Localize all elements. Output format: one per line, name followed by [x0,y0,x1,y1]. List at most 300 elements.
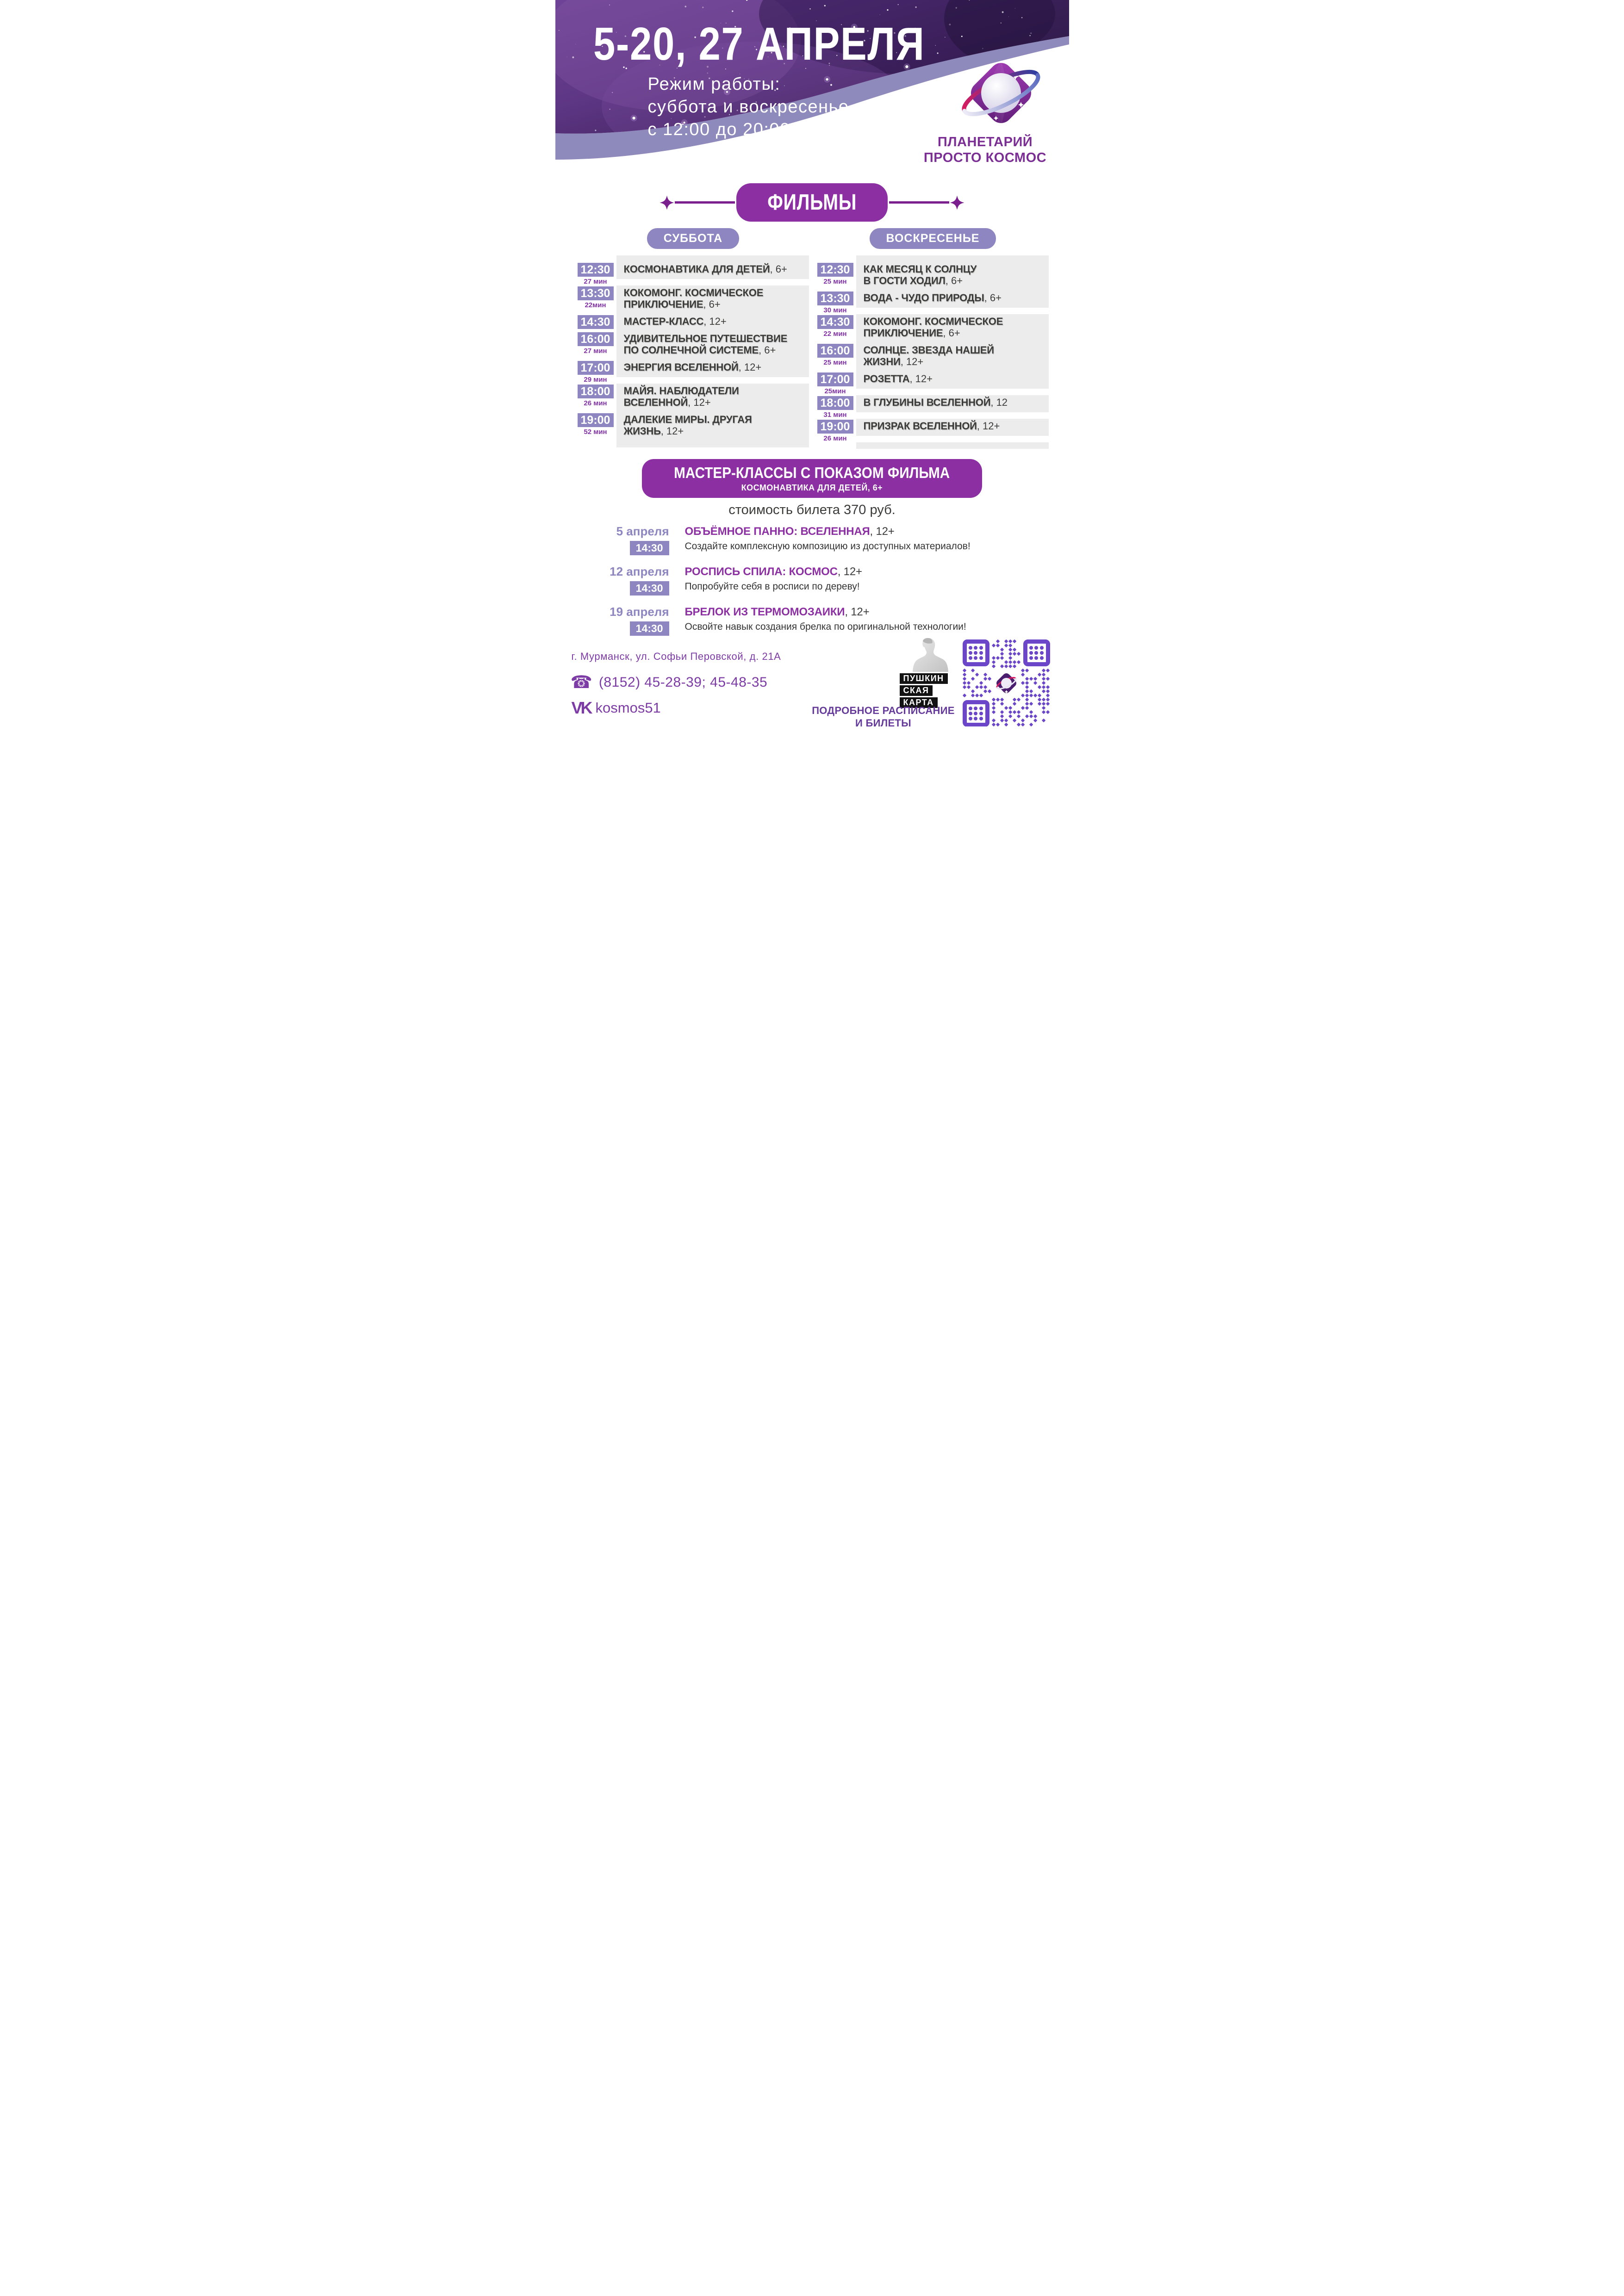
qr-module [963,673,967,677]
film-row [578,360,809,384]
qr-finder-mark [963,700,989,726]
film-age-rating: , 12+ [977,420,1000,432]
qr-module [1017,714,1021,719]
film-duration: 29 мин [584,376,607,384]
day-badge: ВОСКРЕСЕНЬЕ [870,228,996,249]
qr-module [1025,677,1029,681]
qr-module [1042,706,1046,710]
film-time-cell [817,372,856,395]
film-title: СОЛНЦЕ. ЗВЕЗДА НАШЕЙ ЖИЗНИ [863,344,994,367]
film-title-cell [616,360,809,377]
hero-header [555,0,1069,176]
qr-module [1046,710,1050,714]
film-row [817,314,1049,343]
qr-module [963,669,967,673]
workshop-info-cell [685,605,966,636]
film-title: МАСТЕР-КЛАСС [623,316,704,327]
qr-module [1008,648,1013,652]
qr-module [996,639,1000,644]
qr-module [1021,681,1025,685]
qr-module [1042,677,1046,681]
showtime-badge: 17:00 [817,372,853,386]
org-name-line: ПЛАНЕТАРИЙ [937,135,1033,149]
film-row [578,384,809,412]
film-title-cell [856,314,1049,343]
qr-module [1000,648,1004,652]
qr-module [963,685,967,689]
showtime-badge: 14:30 [578,315,614,329]
film-time-cell [817,343,856,366]
workshops-list [555,524,1069,636]
workshop-age-rating: , 12+ [837,565,862,578]
qr-module [1017,698,1021,702]
qr-module [1029,714,1033,719]
film-duration: 22 мин [823,330,847,338]
film-title: КОКОМОНГ. КОСМИЧЕСКОЕ ПРИКЛЮЧЕНИЕ [623,287,764,310]
workshop-title-text: РОСПИСЬ СПИЛА: КОСМОС [684,565,838,578]
qr-module [1042,681,1046,685]
workshop-date-cell [599,565,669,596]
qr-module [975,673,979,677]
workshop-age-rating: , 12+ [845,606,870,618]
film-time-cell [578,314,616,329]
film-title: МАЙЯ. НАБЛЮДАТЕЛИ ВСЕЛЕННОЙ [623,385,739,408]
workshops-banner-subtitle: КОСМОНАВТИКА ДЛЯ ДЕТЕЙ, 6+ [741,483,883,492]
qr-module [988,677,992,681]
qr-module [971,677,975,681]
qr-module [1038,702,1042,706]
qr-module [1046,669,1050,673]
qr-module [1038,698,1042,702]
film-row [578,412,809,441]
qr-module [975,694,979,698]
film-age-rating: , 6+ [758,344,776,356]
qr-module [992,719,996,723]
workshop-title-text: БРЕЛОК ИЗ ТЕРМОМОЗАИКИ [684,606,845,618]
qr-module [1000,714,1004,719]
qr-finder-mark [1023,639,1050,666]
qr-module [971,694,975,698]
film-time-cell [578,360,616,384]
qr-module [1029,677,1033,681]
qr-module [1038,673,1042,677]
qr-module [1042,719,1046,723]
workshop-info-cell [685,524,971,555]
qr-module [983,673,988,677]
workshop-date-cell [599,524,669,555]
qr-module [992,706,996,710]
workshop-time-badge: 14:30 [630,541,669,555]
film-title-cell [856,262,1049,291]
qr-module [992,723,996,726]
qr-module [992,656,996,660]
qr-module [1046,677,1050,681]
divider-star-icon [949,195,965,211]
qr-module [979,681,983,685]
qr-module [1025,681,1029,685]
workshop-title [685,565,862,578]
qr-module [1000,698,1004,702]
qr-module [1029,702,1033,706]
qr-module [1025,689,1029,694]
film-duration: 27 мин [584,278,607,285]
qr-module [1029,710,1033,714]
qr-module [1017,660,1021,664]
qr-module [1004,639,1008,644]
phone-numbers: (8152) 45-28-39; 45-48-35 [598,675,768,690]
film-title: РОЗЕТТА [863,373,910,385]
workshop-description: Освойте навык создания брелка по оригинальной технологии! [684,621,966,632]
film-row [578,262,809,285]
film-row [578,331,809,360]
day-column-saturday [578,228,809,449]
film-time-cell [578,262,616,285]
qr-module [1008,660,1013,664]
film-duration: 22мин [585,301,606,309]
qr-module [996,723,1000,726]
pushkin-card-text: КАРТА [900,697,938,708]
qr-module [1004,719,1008,723]
qr-module [1025,685,1029,689]
film-age-rating: , 6+ [984,292,1002,304]
workshop-date: 12 апреля [610,565,669,578]
workshop-item [599,565,1069,596]
film-title-cell [856,291,1049,308]
qr-module [1004,706,1008,710]
film-title: УДИВИТЕЛЬНОЕ ПУТЕШЕСТВИЕ ПО СОЛНЕЧНОЙ СИСТЕМЕ [623,333,788,356]
qr-module [1046,689,1050,694]
qr-module [1008,644,1013,648]
film-duration: 25 мин [823,359,847,366]
qr-module [1033,714,1038,719]
film-age-rating: , 12+ [909,373,933,385]
films-section-title: ФИЛЬМЫ [767,190,857,215]
workshop-item [599,605,1069,636]
qr-module [1008,639,1013,644]
qr-module [1033,719,1038,723]
film-row [578,285,809,314]
film-duration: 26 мин [584,399,607,407]
qr-code[interactable] [963,639,1050,726]
qr-module [1025,694,1029,698]
schedule-columns [555,228,1069,449]
film-age-rating: , 12+ [738,361,762,373]
workshops-banner [642,459,982,498]
qr-module [1021,673,1025,677]
qr-module [1025,669,1029,673]
workshop-item [599,524,1069,555]
qr-module [979,685,983,689]
film-row [817,291,1049,314]
day-schedule [578,255,809,447]
showtime-badge: 17:00 [578,361,614,375]
qr-module [1029,689,1033,694]
film-age-rating: , 6+ [770,263,787,275]
workshop-title [685,606,966,619]
film-title-cell [616,285,809,314]
film-title-cell [856,419,1049,436]
day-schedule [817,255,1049,449]
film-title-cell [856,395,1049,412]
qr-module [1042,702,1046,706]
qr-module [1042,710,1046,714]
showtime-badge: 18:00 [578,385,614,398]
qr-module [983,685,988,689]
qr-module [963,694,967,698]
qr-module [988,689,992,694]
qr-module [1042,669,1046,673]
qr-module [996,644,1000,648]
film-duration: 52 мин [584,428,607,436]
qr-module [1013,648,1017,652]
panel-cap [616,441,809,447]
film-row [817,343,1049,372]
qr-module [1042,698,1046,702]
qr-module [1033,677,1038,681]
qr-module [1004,644,1008,648]
film-age-rating: , 6+ [703,298,721,310]
film-time-cell [578,331,616,355]
qr-module [992,710,996,714]
qr-module [1017,723,1021,726]
showtime-badge: 18:00 [817,396,853,410]
film-row [817,395,1049,419]
film-title-cell [616,262,809,279]
qr-module [971,669,975,673]
film-time-cell [578,384,616,407]
address: г. Мурманск, ул. Софьи Перовской, д. 21А [571,651,781,662]
qr-module [1008,656,1013,660]
film-title-cell [616,384,809,412]
showtime-badge: 19:00 [578,413,614,427]
film-time-cell [817,395,856,419]
planetarium-poster [555,0,1069,726]
tickets-label-line: ПОДРОБНОЕ РАСПИСАНИЕ [812,705,955,716]
pushkin-card-text: СКАЯ [900,685,933,696]
qr-module [1038,694,1042,698]
film-row [817,262,1049,291]
films-section-divider [555,183,1069,222]
qr-module [1046,685,1050,689]
qr-module [1025,702,1029,706]
showtime-badge: 13:30 [817,292,853,305]
qr-module [1013,639,1017,644]
qr-module [1004,664,1008,669]
showtime-badge: 12:30 [578,263,614,277]
workshop-description: Создайте комплексную композицию из доступных материалов! [684,541,971,552]
organization-name [910,134,1061,166]
film-age-rating: , 12+ [703,316,727,327]
workshop-date: 19 апреля [610,605,669,619]
planetarium-logo [952,52,1051,134]
film-time-cell [817,262,856,285]
qr-module [963,677,967,681]
film-time-cell [578,412,616,436]
qr-module [1017,710,1021,714]
qr-module [1021,706,1025,710]
film-duration: 31 мин [823,411,847,419]
qr-module [1021,694,1025,698]
qr-module [1013,702,1017,706]
qr-module [1042,685,1046,689]
qr-module [1000,664,1004,669]
film-age-rating: , 6+ [943,327,960,339]
film-age-rating: , 12+ [660,425,684,437]
film-age-rating: , 12+ [900,356,924,367]
workshop-age-rating: , 12+ [870,525,895,538]
qr-module [1033,694,1038,698]
qr-module [1000,719,1004,723]
workshop-title-text: ОБЪЁМНОЕ ПАННО: ВСЕЛЕННАЯ [684,525,870,538]
film-title: ВОДА - ЧУДО ПРИРОДЫ [863,292,984,304]
film-row [817,419,1049,442]
qr-module [992,664,996,669]
qr-module [967,681,971,685]
day-column-sunday [817,228,1049,449]
qr-module [1013,652,1017,656]
qr-module [1021,723,1025,726]
qr-module [983,677,988,681]
qr-module [1013,719,1017,723]
showtime-badge: 14:30 [817,315,853,329]
qr-module [1013,710,1017,714]
film-time-cell [578,285,616,309]
qr-module [975,685,979,689]
qr-module [1000,652,1004,656]
qr-module [992,698,996,702]
qr-module [996,656,1000,660]
showtime-badge: 13:30 [578,286,614,300]
film-title-cell [856,372,1049,389]
qr-module [1017,652,1021,656]
qr-module [1038,685,1042,689]
film-title: ПРИЗРАК ВСЕЛЕННОЙ [863,420,977,432]
workshop-description: Попробуйте себя в росписи по дереву! [684,581,860,592]
working-hours-line: с 12:00 до 20:00 [647,120,790,139]
workshops-banner-title: МАСТЕР-КЛАССЫ С ПОКАЗОМ ФИЛЬМА [674,464,950,481]
film-title: КАК МЕСЯЦ К СОЛНЦУ В ГОСТИ ХОДИЛ [863,263,977,286]
qr-module [1013,660,1017,664]
film-age-rating: , 6+ [945,275,963,286]
pushkin-card-logo [900,638,964,708]
qr-module [1004,660,1008,664]
day-badge: СУББОТА [647,228,739,249]
qr-module [971,689,975,694]
phone-icon: ☎ [570,673,592,692]
film-duration: 30 мин [823,306,847,314]
film-rows [817,262,1049,442]
qr-module [992,660,996,664]
workshop-time-badge: 14:30 [630,581,669,596]
qr-module [1021,669,1025,673]
working-hours [648,73,849,141]
film-title: ДАЛЕКИЕ МИРЫ. ДРУГАЯ ЖИЗНЬ [623,414,752,437]
qr-module [1013,664,1017,669]
qr-module [1046,702,1050,706]
qr-module [1025,698,1029,702]
qr-module [1000,656,1004,660]
film-time-cell [817,314,856,338]
qr-module [1029,723,1033,726]
vk-row[interactable] [572,700,661,716]
film-duration: 26 мин [823,434,847,442]
qr-module [1008,664,1013,669]
film-title: ЭНЕРГИЯ ВСЕЛЕННОЙ [623,361,739,373]
qr-module [1008,652,1013,656]
qr-module [1025,706,1029,710]
qr-module [1004,723,1008,726]
vk-handle[interactable]: kosmos51 [595,700,661,716]
film-title-cell [616,331,809,360]
qr-module [983,689,988,694]
film-row [817,372,1049,395]
film-time-cell [817,419,856,442]
poster-dates-title: 5-20, 27 АПРЕЛЯ [593,18,925,70]
vk-icon[interactable]: VK [571,698,591,717]
qr-module [1042,689,1046,694]
qr-module [1033,681,1038,685]
qr-module [1008,706,1013,710]
panel-cap [856,255,1049,262]
qr-module [1013,698,1017,702]
tickets-label-line: И БИЛЕТЫ [855,717,912,726]
qr-module [963,681,967,685]
working-hours-line: Режим работы: [647,74,781,94]
film-rows [578,262,809,441]
qr-center-logo [992,669,1020,697]
film-title: КОКОМОНГ. КОСМИЧЕСКОЕ ПРИКЛЮЧЕНИЕ [863,316,1003,339]
film-title-cell [616,314,809,331]
showtime-badge: 12:30 [817,263,853,277]
qr-module [967,685,971,689]
qr-module [1000,710,1004,714]
showtime-badge: 16:00 [817,344,853,358]
pushkin-bust [909,638,952,672]
qr-module [1025,714,1029,719]
showtime-badge: 19:00 [817,420,853,434]
working-hours-line: суббота и воскресенье [647,97,849,117]
ticket-price: стоимость билета 370 руб. [728,503,896,517]
film-title: В ГЛУБИНЫ ВСЕЛЕННОЙ [863,397,991,408]
film-title: КОСМОНАВТИКА ДЛЯ ДЕТЕЙ [623,263,770,275]
divider-line [889,201,949,204]
film-age-rating: , 12+ [688,397,711,408]
tickets-label [804,704,963,726]
qr-module [1000,702,1004,706]
pushkin-card-text: ПУШКИН [900,673,948,684]
film-row [578,314,809,331]
film-duration: 25 мин [823,278,847,285]
panel-cap [856,442,1049,449]
qr-module [996,698,1000,702]
workshop-title [685,525,971,538]
film-title-cell [616,412,809,441]
qr-module [1029,694,1033,698]
panel-cap [616,255,809,262]
film-time-cell [817,291,856,314]
footer [555,645,1069,726]
films-section-banner [736,183,888,222]
workshop-time-badge: 14:30 [630,621,669,636]
workshop-info-cell [685,565,862,596]
film-duration: 27 мин [584,347,607,355]
workshop-date-cell [599,605,669,636]
showtime-badge: 16:00 [578,332,614,346]
divider-line [675,201,735,204]
film-duration: 25мин [824,387,846,395]
phone-row [571,674,768,691]
workshop-date: 5 апреля [616,524,669,538]
